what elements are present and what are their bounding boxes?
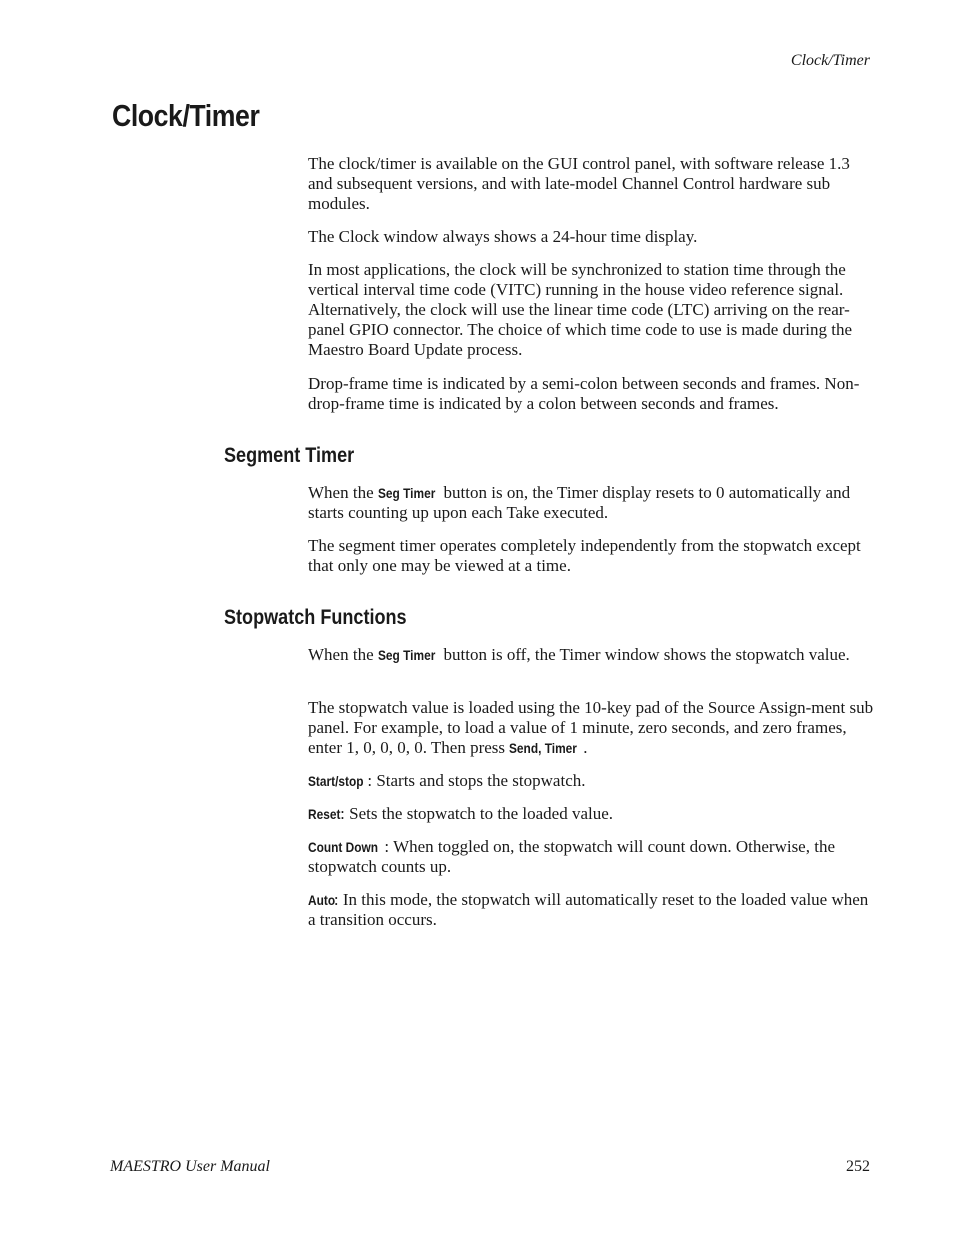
seg-timer-button-label: Seg Timer <box>377 485 436 501</box>
definition-text: : When toggled on, the stopwatch will count down. Otherwise, the stopwatch counts up. <box>308 837 835 876</box>
text-run: button is off, the Timer window shows the stopwatch value. <box>439 645 850 664</box>
definition-term: Start/stop <box>308 773 364 789</box>
intro-paragraph-1: The clock/timer is available on the GUI control panel, with software release 1.3 and subsequent versions, and with late-model Channel Control hardware sub modules. <box>308 154 850 213</box>
section-heading-segment-timer: Segment Timer <box>224 444 355 467</box>
segment-paragraph-2: The segment timer operates completely independently from the stopwatch except that only one may be viewed at a time. <box>308 536 861 575</box>
text-run: When the <box>308 483 378 502</box>
section-heading-stopwatch-functions: Stopwatch Functions <box>224 606 407 629</box>
send-timer-button-label: Send, Timer <box>509 740 578 756</box>
text-run: When the <box>308 645 378 664</box>
intro-paragraph-2: The Clock window always shows a 24-hour time display. <box>308 227 698 246</box>
segment-paragraph-1 <box>308 483 874 523</box>
definition-term: Auto <box>308 892 336 908</box>
seg-timer-button-label: Seg Timer <box>377 647 436 663</box>
definition-auto <box>308 890 874 930</box>
stopwatch-paragraph-2 <box>308 698 874 758</box>
intro-paragraph-4: Drop-frame time is indicated by a semi-colon between seconds and frames. Non-drop-frame time is indicated by a colon between seconds and frames. <box>308 374 860 413</box>
running-header: Clock/Timer <box>790 52 870 69</box>
text-run: button is on, the Timer display resets to 0 automatically and starts counting up upon each Take executed. <box>308 483 851 522</box>
definition-text: : In this mode, the stopwatch will automatically reset to the loaded value when a transition occurs. <box>308 890 869 929</box>
footer-manual-title: MAESTRO User Manual <box>110 1158 270 1175</box>
text-run: . <box>583 738 588 757</box>
definition-start-stop <box>308 771 874 791</box>
page-title: Clock/Timer <box>112 98 260 133</box>
definition-text: : Sets the stopwatch to the loaded value. <box>340 804 614 823</box>
definition-text: : Starts and stops the stopwatch. <box>367 771 586 790</box>
page-number: 252 <box>846 1158 870 1175</box>
definition-term: Reset <box>308 806 341 822</box>
definition-term: Count Down <box>308 839 379 855</box>
intro-paragraph-3: In most applications, the clock will be synchronized to station time through the vertical interval time code (VITC) running in the house video reference signal. Alternatively, the clock will use the linear time code (LTC) arriving on the rear-panel GPIO connector. The choice of which time code to use is made during the Maestro Board Update process. <box>308 260 852 359</box>
definition-count-down <box>308 837 874 877</box>
text-run: The stopwatch value is loaded using the 10-key pad of the Source Assign-ment sub panel. For example, to load a value of 1 minute, zero seconds, and zero frames, enter 1, 0, 0, 0, 0. Then press <box>308 698 874 757</box>
definition-reset <box>308 804 874 824</box>
stopwatch-paragraph-1 <box>308 645 874 665</box>
